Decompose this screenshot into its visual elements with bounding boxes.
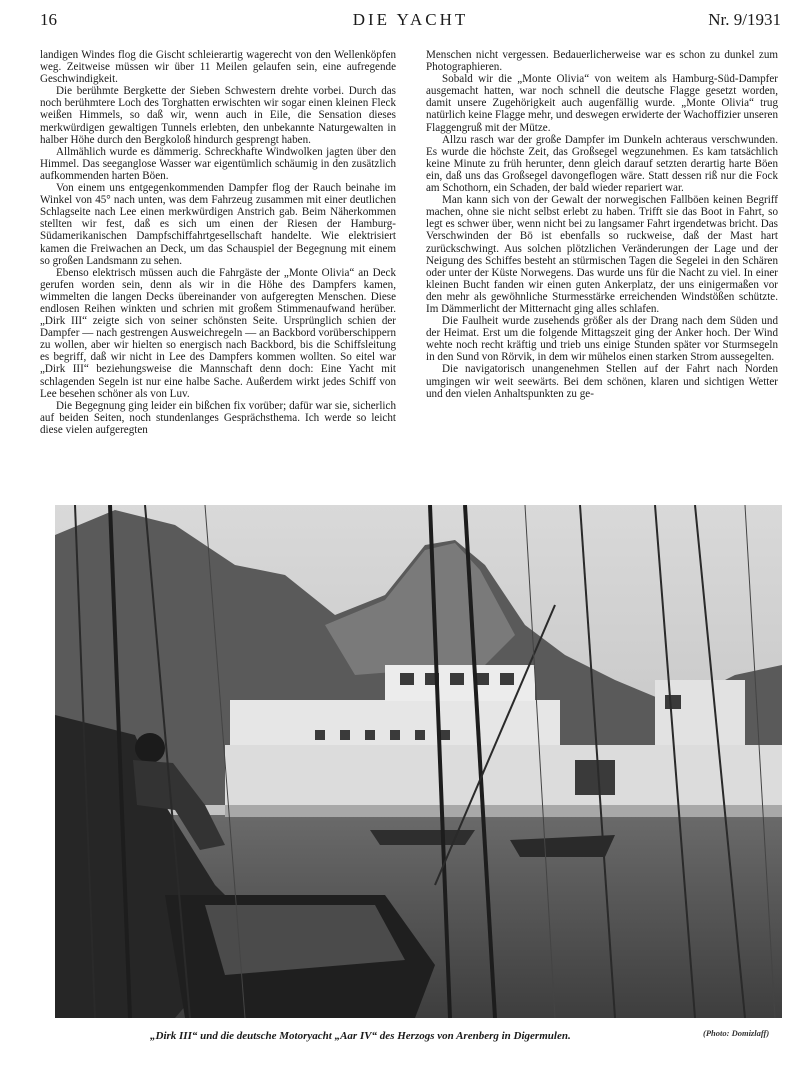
photo-credit: (Photo: Domizlaff) — [703, 1028, 770, 1038]
photo-caption: „Dirk III“ und die deutsche Motoryacht „Aar IV“ des Herzogs von Arenberg in Digermulen. — [150, 1030, 571, 1042]
paragraph: Die berühmte Bergkette der Sieben Schwestern drehte vorbei. Durch das noch berühmtere Loch des Torghatten erwischten wir sogar einen kleinen Fleck weißen Himmels, so daß wir, wenn auch in Eile, die Sensation dieses merkwürdigen gewaltigen Tunnels erlebten, den unbekannte Naturgewalten in halber Höhe durch den Bergkoloß hindurch gesprengt haben. — [40, 85, 396, 146]
paragraph: landigen Windes flog die Gischt schleierartig wagerecht von den Wellenköpfen weg. Zeitweise müssen wir über 11 Meilen gelaufen sein, eine aufregende Geschwindigkeit. — [40, 49, 396, 86]
paragraph: Die navigatorisch unangenehmen Stellen auf der Fahrt nach Norden umgingen wir weit seewärts. Bei dem schönen, klaren und sichtigen Wetter und den vielen Anhaltspunkten zu ge- — [426, 363, 778, 400]
page-number: 16 — [40, 10, 57, 29]
paragraph: Man kann sich von der Gewalt der norwegischen Fallböen keinen Begriff machen, ohne sie nicht selbst erlebt zu haben. Trifft sie das Boot in Fahrt, so legt es schwer über, wenn nicht bei zu langsamer Fahrt irgendetwas bricht. Das Verschwinden der Bö ist ebenfalls so ruckweise, daß der Mast hart zurückschwingt. Aus solchen plötzlichen Veränderungen der Lage und der Neigung des Schiffes besteht an stürmischen Tagen die Segelei in den Schären oder unter der Küste Norwegens. Das wurde uns für die Nacht zu viel. In einer kleinen Bucht fanden wir einen guten Ankerplatz, der uns einigermaßen vor den mehr als gewöhnliche Sturmesstärke erreichenden Windstößen schützte. Im Dämmerlicht der Mitternacht ging alles schlafen. — [426, 194, 778, 315]
page-header — [40, 10, 781, 32]
paragraph: Allzu rasch war der große Dampfer im Dunkeln achteraus verschwunden. Es wurde die höchste Zeit, das Großsegel wegzunehmen. Es kam tatsächlich keine Minute zu früh herunter, denn gleich darauf setzten derartig harte Böen ein, daß uns das Großsegel davongeflogen wäre. Statt dessen riß nur die Fock am Schothorn, ein Schaden, der bald wieder repariert war. — [426, 133, 778, 195]
paragraph: Menschen nicht vergessen. Bedauerlicherweise war es schon zu dunkel zum Photographieren. — [426, 49, 778, 74]
magazine-title: DIE YACHT — [352, 10, 469, 29]
paragraph: Die Faulheit wurde zusehends größer als der Drang nach dem Süden und der Heimat. Erst um die folgende Mittagszeit ging der Anker hoch. Der Wind wehte noch recht kräftig und trieb uns einige Stunden später vor Sturmsegeln in den Sund von Rörvik, in dem wir mühelos einen starken Strom aussegelten. — [426, 315, 778, 364]
paragraph: Allmählich wurde es dämmerig. Schreckhafte Windwolken jagten über den Himmel. Das seeganglose Wasser war eigentümlich schäumig in den zusätzlich aufkommenden harten Böen. — [40, 145, 396, 182]
harbor-photograph — [55, 505, 782, 1018]
paragraph: Sobald wir die „Monte Olivia“ von weitem als Hamburg-Süd-Dampfer ausgemacht hatten, war noch schnell die deutsche Flagge gesetzt worden, damit unsere Zugehörigkeit auch augenfällig wurde. „Monte Olivia“ trug natürlich keine Flagge mehr, und deswegen erwiderte der Wachoffizier unseren Flaggengruß mit der Mütze. — [426, 73, 778, 134]
issue-number: Nr. 9/1931 — [708, 10, 781, 29]
article-column-right — [426, 49, 778, 400]
paragraph: Ebenso elektrisch müssen auch die Fahrgäste der „Monte Olivia“ an Deck gerufen worden sein, denn als wir in die Höhe des Dampfers kamen, wimmelten die langen Decks übereinander von aufgeregten Menschen. Diese endlosen Reihen winkten und schrien mit großem Stimmenaufwand herüber. „Dirk III“ zeigte sich von seiner schönsten Seite. Ursprünglich schien der Dampfer — nach gestrengen Ausweichregeln — an Backbord vorüberschippern zu wollen, aber wir hielten so energisch nach Backbord, bis die Schiffsleitung es begriff, daß wir nicht in Lee des Dampfers kommen wollten. So eitel war „Dirk III“ beziehungsweise die Mannschaft denn doch: Eine Yacht mit schlagenden Segeln ist nur eine halbe Sache. Außerdem wirkt jedes Schiff von Lee besehen schöner als von Luv. — [40, 266, 396, 400]
article-column-left — [40, 49, 396, 436]
paragraph: Von einem uns entgegenkommenden Dampfer flog der Rauch beinahe im Winkel von 45° nach unten, was dem Fahrzeug zusammen mit einer deutlichen Schlagseite nach Lee einen merkwürdigen Anstrich gab. Beim Näherkommen stellten wir fest, daß es sich um einen der Riesen der Hamburg-Südamerikanischen Dampfschiffahrtgesellschaft handelte. Wie elektrisiert kamen die Freiwachen an Deck, um das Schauspiel der Begegnung mit einem so großen Landsmann zu sehen. — [40, 182, 396, 267]
paragraph: Die Begegnung ging leider ein bißchen fix vorüber; dafür war sie, sicherlich auf beiden Seiten, noch stundenlanges Gesprächsthema. Ich werde so leicht diese vielen aufgeregten — [40, 399, 396, 436]
